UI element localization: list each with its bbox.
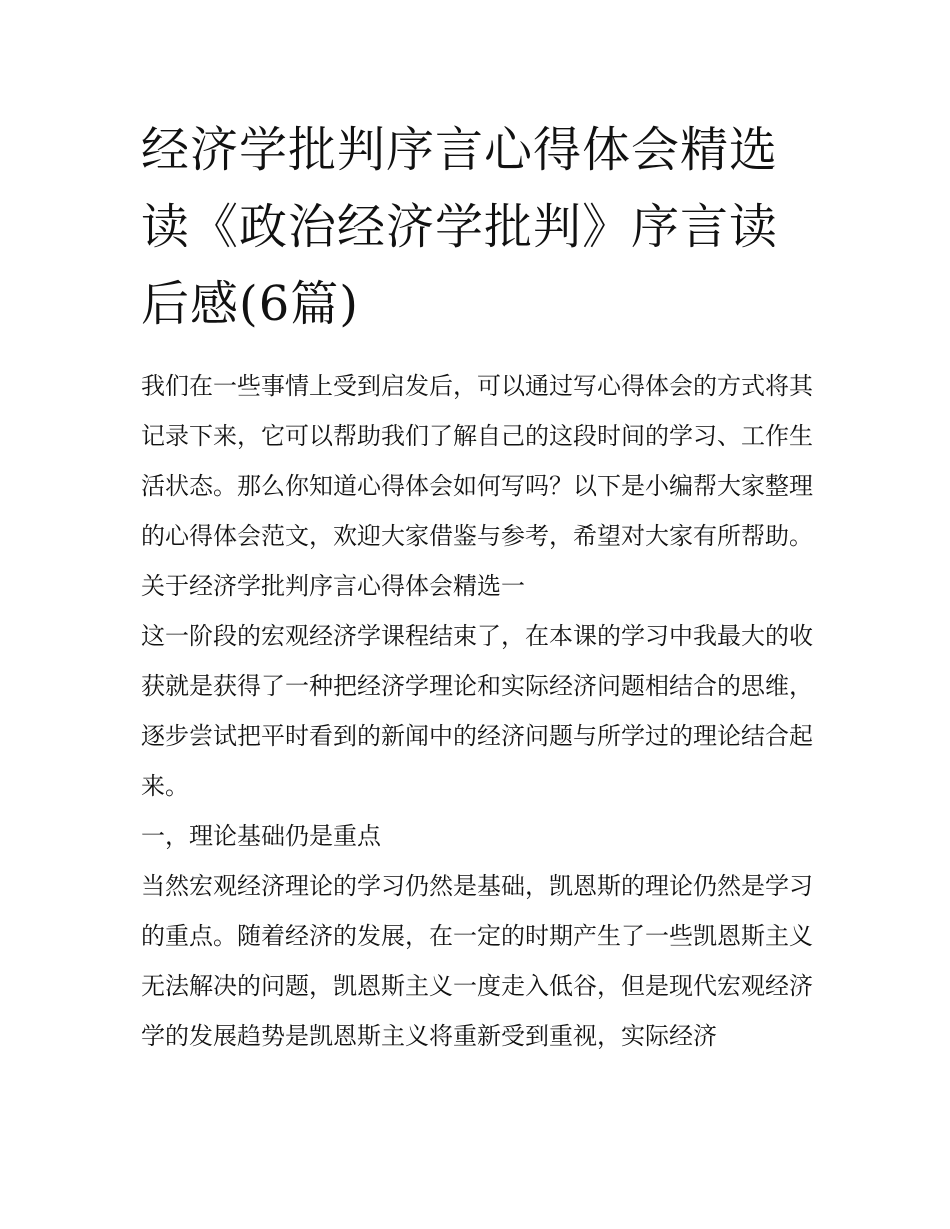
section-heading: 关于经济学批判序言心得体会精选一 <box>141 572 525 600</box>
subheading-theory-basis: 一，理论基础仍是重点 <box>141 822 381 850</box>
document-body <box>141 112 813 1061</box>
section-paragraph-1: 这一阶段的宏观经济学课程结束了，在本课的学习中我最大的收获就是获得了一种把经济学理论和实际经济问题相结合的思维，逐步尝试把平时看到的新闻中的经济问题与所学过的理论结合起来。 <box>141 622 813 800</box>
section-paragraph-2: 当然宏观经济理论的学习仍然是基础，凯恩斯的理论仍然是学习的重点。随着经济的发展，在一定的时期产生了一些凯恩斯主义无法解决的问题，凯恩斯主义一度走入低谷，但是现代宏观经济学的发展趋势是凯恩斯主义将重新受到重视，实际经济 <box>141 872 813 1050</box>
document-title: 经济学批判序言心得体会精选读《政治经济学批判》序言读后感(6篇) <box>141 122 779 332</box>
intro-paragraph: 我们在一些事情上受到启发后，可以通过写心得体会的方式将其记录下来，它可以帮助我们了解自己的这段时间的学习、工作生活状态。那么你知道心得体会如何写吗？以下是小编帮大家整理的心得体会范文，欢迎大家借鉴与参考，希望对大家有所帮助。 <box>141 372 813 550</box>
